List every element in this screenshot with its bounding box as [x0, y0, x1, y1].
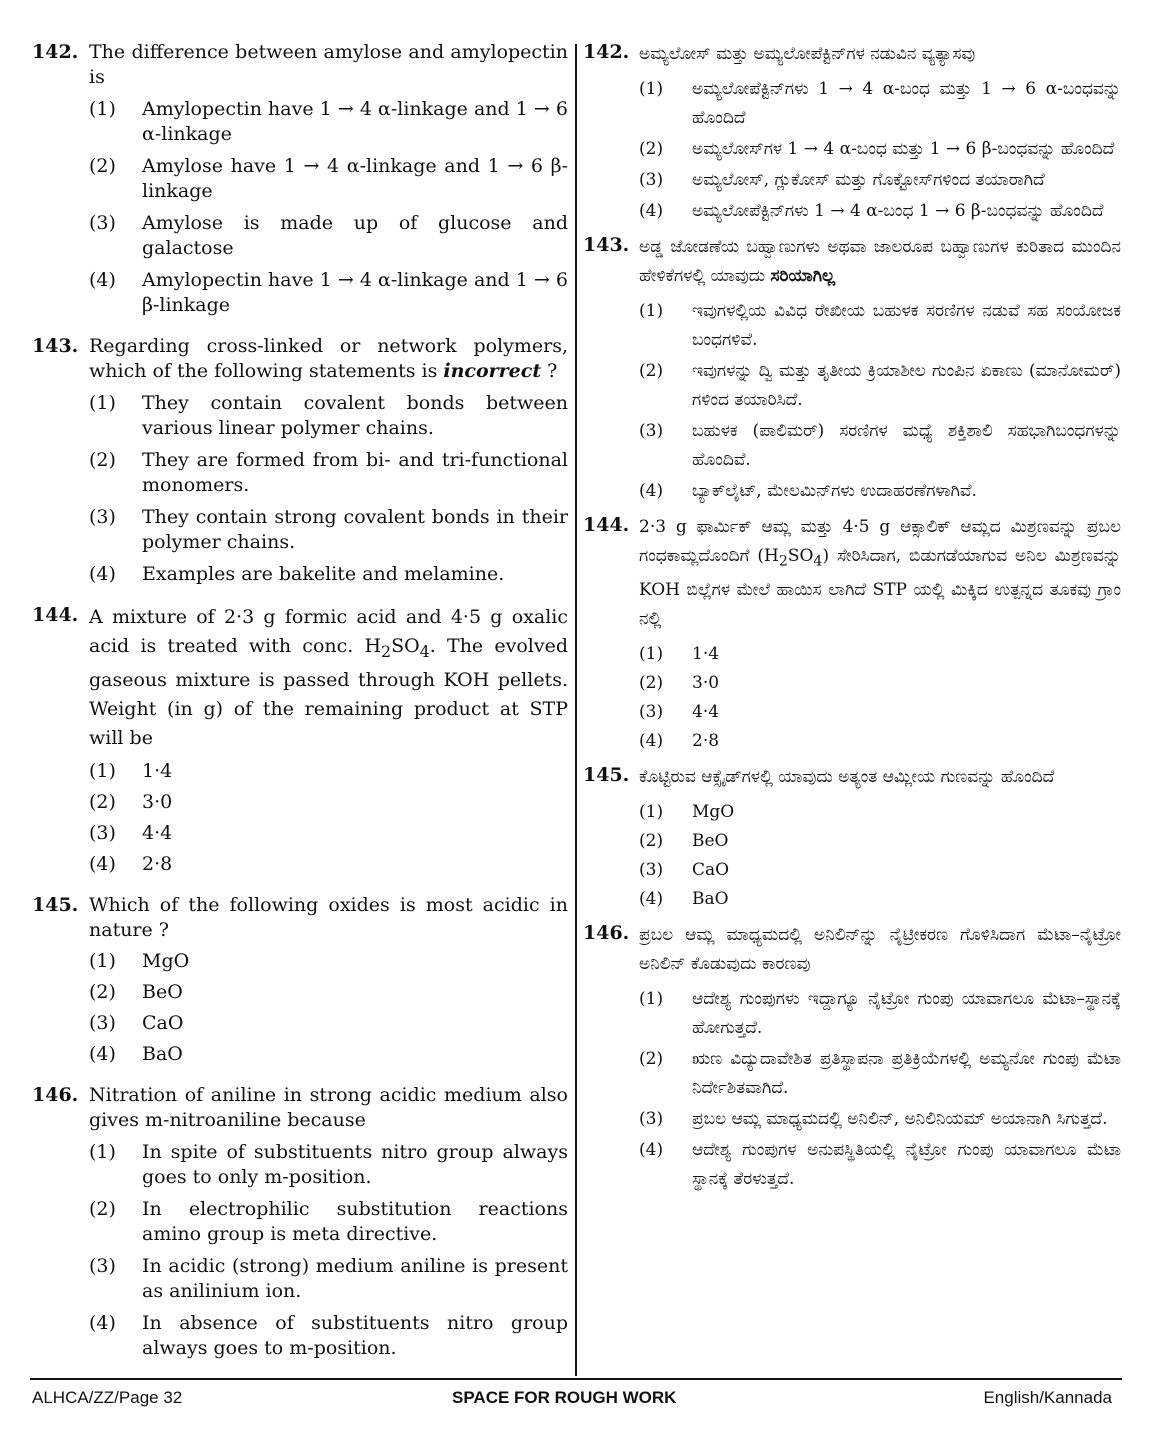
kannada-column	[583, 40, 1121, 1201]
option-number: (3)	[89, 821, 116, 844]
option-text: In acidic (strong) medium aniline is present as anilinium ion.	[142, 1254, 568, 1302]
option-number: (1)	[639, 644, 664, 665]
english-column	[32, 40, 568, 1377]
option-text: ಆದೇಶ್ಯ ಗುಂಪುಗಳ ಅನುಪಸ್ಥಿತಿಯಲ್ಲಿ ನೈಟ್ರೋ ಗುಂಪು ಯಾವಾಗಲೂ ಮೆಟಾ ಸ್ಥಾನಕ್ಕೆ ತೆರಳುತ್ತದೆ.	[692, 1140, 1121, 1190]
stem-text: . The evolved gaseous mixture is passed through KOH pellets. Weight (in g) of the remaining product at STP will be	[89, 635, 568, 749]
question-stem	[639, 513, 1121, 634]
option-number: (3)	[639, 170, 664, 190]
option-text: ಪ್ರಬಲ ಆಮ್ಲ ಮಾಧ್ಯಮದಲ್ಲಿ ಅನಿಲಿನ್, ಅನಿಲಿನಿಯಮ್ ಅಯಾನಾಗಿ ಸಿಗುತ್ತದೆ.	[692, 1109, 1108, 1130]
option-text: 4·4	[692, 702, 720, 723]
option-number: (3)	[639, 421, 664, 441]
subscript: 2	[381, 641, 392, 661]
option-number: (4)	[639, 731, 664, 752]
question-number: 142.	[32, 41, 79, 63]
question-number: 145.	[32, 893, 79, 916]
option-number: (2)	[639, 361, 664, 381]
option-number: (2)	[89, 790, 116, 813]
option-3	[89, 821, 568, 846]
option-number: (3)	[639, 1109, 664, 1130]
option-text: In electrophilic substitution reactions amino group is meta directive.	[142, 1197, 568, 1245]
option-number: (2)	[639, 139, 664, 159]
stem-text: ) ಸೇರಿಸಿದಾಗ, ಬಿಡುಗಡೆಯಾಗುವ ಅನಿಲ ಮಿಶ್ರಣವನ್ನು KOH ಬಿಲ್ಲೆಗಳ ಮೇಲೆ ಹಾಯಿಸ ಲಾಗಿದೆ STP ಯಲ್ಲಿ ಮಿಕ್ಕಿದ ಉತ್ಪನ್ನದ ತೂಕವು ಗ್ರಾಂ ನಲ್ಲಿ	[639, 546, 1121, 630]
option-3	[639, 417, 1121, 475]
option-text: 3·0	[692, 673, 720, 694]
option-1	[639, 798, 1121, 827]
stem-text: 2·3 g ಫಾರ್ಮಿಕ್ ಆಮ್ಲ ಮತ್ತು 4·5 g ಆಕ್ಸಾಲಿಕ್ ಆಮ್ಲದ ಮಿಶ್ರಣವನ್ನು ಪ್ರಬಲ ಗಂಧಕಾಮ್ಲದೊಂದಿಗೆ (H	[639, 517, 1121, 566]
question-number: 143.	[32, 335, 79, 357]
option-4	[89, 852, 568, 877]
subscript: 4	[419, 641, 430, 661]
option-number: (4)	[89, 852, 116, 875]
option-text: BaO	[142, 1042, 183, 1065]
option-4	[89, 1042, 568, 1067]
question-144-kn	[583, 513, 1121, 756]
option-text: In absence of substituents nitro group always goes to m-position.	[142, 1311, 568, 1359]
option-number: (4)	[639, 201, 664, 221]
option-text: They are formed from bi- and tri-functional monomers.	[142, 449, 568, 496]
question-stem: Nitration of aniline in strong acidic medium also gives m-nitroaniline because	[89, 1083, 568, 1131]
question-146-en	[32, 1083, 568, 1361]
option-text: BaO	[692, 889, 729, 910]
option-2	[639, 827, 1121, 856]
option-number: (1)	[639, 989, 664, 1010]
option-number: (2)	[89, 449, 116, 471]
subscript: 2	[778, 553, 788, 570]
page-code: ALHCA/ZZ/Page 32	[32, 1388, 183, 1407]
option-text: ಅಮ್ಯಲೋಪೆಕ್ಟಿನ್‌ಗಳು 1 → 4 α-ಬಂಧ ಮತ್ತು 1 → 6 α-ಬಂಧವನ್ನು ಹೊಂದಿದೆ	[692, 79, 1121, 128]
option-number: (4)	[89, 563, 116, 585]
option-text: Amylopectin have 1 → 4 α-linkage and 1 → 6 α-linkage	[142, 98, 568, 145]
option-number: (3)	[89, 1254, 116, 1277]
option-1	[639, 640, 1121, 669]
question-143-en	[32, 334, 568, 587]
option-2	[89, 448, 568, 498]
option-2	[639, 357, 1121, 415]
option-4	[639, 477, 1121, 506]
option-4	[639, 1136, 1121, 1194]
option-4	[89, 1311, 568, 1361]
option-text: They contain covalent bonds between various linear polymer chains.	[142, 392, 568, 439]
option-2	[639, 135, 1121, 164]
option-3	[89, 505, 568, 555]
option-number: (2)	[89, 155, 116, 177]
option-text: CaO	[142, 1011, 184, 1034]
option-1	[639, 985, 1121, 1043]
question-146-kn	[583, 921, 1121, 1194]
option-text: MgO	[142, 949, 190, 972]
option-text: BeO	[142, 980, 183, 1003]
question-stem	[639, 233, 1121, 291]
option-text: 2·8	[692, 731, 720, 752]
question-stem: ಅಮ್ಯಲೋಸ್ ಮತ್ತು ಅಮ್ಯಲೋಪೆಕ್ಟಿನ್‌ಗಳ ನಡುವಿನ ವ್ಯತ್ಯಾಸವು	[639, 44, 976, 64]
option-text: They contain strong covalent bonds in their polymer chains.	[142, 506, 568, 553]
option-2	[89, 790, 568, 815]
option-number: (1)	[89, 392, 116, 414]
option-3	[89, 1011, 568, 1036]
question-number: 143.	[583, 234, 630, 256]
option-number: (2)	[639, 831, 664, 852]
option-number: (2)	[639, 1049, 664, 1070]
stem-text: SO	[391, 635, 420, 657]
option-3	[639, 856, 1121, 885]
option-text: BeO	[692, 831, 729, 852]
option-number: (4)	[639, 1140, 664, 1161]
stem-text-end: ?	[541, 360, 558, 382]
option-number: (2)	[89, 980, 116, 1003]
option-2	[89, 980, 568, 1005]
question-stem: ಪ್ರಬಲ ಆಮ್ಲ ಮಾಧ್ಯಮದಲ್ಲಿ ಅನಿಲಿನ್‌ನ್ನು ನೈಟ್ರೀಕರಣ ಗೊಳಿಸಿದಾಗ ಮೆಟಾ–ನೈಟ್ರೋ ಅನಿಲಿನ್ ಕೊಡುವುದು ಕಾರಣವು	[639, 925, 1121, 975]
option-number: (1)	[639, 802, 664, 823]
question-number: 145.	[583, 764, 630, 787]
option-text: 4·4	[142, 821, 173, 844]
question-142-kn	[583, 40, 1121, 226]
question-stem: Which of the following oxides is most acidic in nature ?	[89, 893, 568, 941]
option-number: (1)	[89, 759, 116, 782]
option-1	[639, 75, 1121, 133]
option-text: ಬ್ಯಾಕ್‌ಲೈಟ್, ಮೇಲಮಿನ್‌ಗಳು ಉದಾಹರಣೆಗಳಾಗಿವೆ.	[692, 481, 977, 501]
option-text: 1·4	[142, 759, 173, 782]
option-number: (4)	[89, 269, 116, 291]
column-divider	[575, 44, 577, 1376]
footer-rule	[30, 1378, 1122, 1380]
option-number: (2)	[639, 673, 664, 694]
subscript: 4	[813, 553, 823, 570]
question-number: 144.	[32, 604, 79, 626]
option-number: (1)	[639, 79, 664, 99]
option-1	[89, 391, 568, 441]
option-text: In spite of substituents nitro group always goes to only m-position.	[142, 1140, 568, 1188]
option-number: (1)	[89, 98, 116, 120]
option-text: 2·8	[142, 852, 173, 875]
option-4	[639, 197, 1121, 226]
stem-emphasis: incorrect	[443, 360, 542, 382]
option-text: ಇವುಗಳನ್ನು ದ್ವಿ ಮತ್ತು ತೃತೀಯ ಕ್ರಿಯಾಶೀಲ ಗುಂಪಿನ ಏಕಾಣು (ಮಾನೋಮರ್) ಗಳಿಂದ ತಯಾರಿಸಿದೆ.	[692, 361, 1121, 410]
option-3	[639, 698, 1121, 727]
option-text: CaO	[692, 860, 730, 881]
option-text: ಅಮ್ಯಲೋಸ್, ಗ್ಲುಕೋಸ್ ಮತ್ತು ಗೊಕ್ಟೋಸ್‌ಗಳಿಂದ ತಯಾರಾಗಿದೆ	[692, 170, 1045, 190]
option-number: (1)	[89, 949, 116, 972]
option-3	[639, 166, 1121, 195]
option-2	[639, 1045, 1121, 1103]
question-stem: The difference between amylose and amylopectin is	[89, 41, 568, 88]
language-label: English/Kannada	[983, 1388, 1112, 1407]
page-footer	[32, 1388, 1112, 1418]
question-number: 144.	[583, 514, 630, 536]
question-143-kn	[583, 233, 1121, 506]
option-1	[89, 949, 568, 974]
question-number: 142.	[583, 41, 630, 63]
option-number: (4)	[639, 889, 664, 910]
stem-text: A mixture of 2·3 g formic acid and 4·5 g oxalic acid is treated with conc. H	[89, 606, 568, 657]
option-1	[639, 297, 1121, 355]
stem-emphasis: ಸರಿಯಾಗಿಲ್ಲ	[770, 266, 836, 286]
question-stem: ಕೊಟ್ಟಿರುವ ಆಕ್ಸೈಡ್‌ಗಳಲ್ಲಿ ಯಾವುದು ಅತ್ಯಂತ ಆಮ್ಲೀಯ ಗುಣವನ್ನು ಹೊಂದಿದೆ	[639, 767, 1055, 788]
option-4	[639, 885, 1121, 914]
option-text: ಅಮ್ಯಲೋಪೆಕ್ಟಿನ್‌ಗಳು 1 → 4 α-ಬಂಧ 1 → 6 β-ಬಂಧವನ್ನು ಹೊಂದಿದೆ	[692, 201, 1104, 221]
question-145-kn	[583, 763, 1121, 914]
stem-text: SO	[787, 546, 814, 566]
question-145-en	[32, 893, 568, 1067]
option-number: (3)	[89, 212, 116, 234]
question-stem	[89, 603, 568, 753]
option-4	[89, 268, 568, 318]
option-text: ಬಹುಳಕ (ಪಾಲಿಮರ್) ಸರಣಿಗಳ ಮಧ್ಯೆ ಶಕ್ತಿಶಾಲಿ ಸಹಭಾಗಿಬಂಧಗಳನ್ನು ಹೊಂದಿವೆ.	[692, 421, 1121, 470]
option-text: ಆದೇಶ್ಯ ಗುಂಪುಗಳು ಇದ್ದಾಗ್ಯೂ ನೈಟ್ರೋ ಗುಂಪು ಯಾವಾಗಲೂ ಮೆಟಾ–ಸ್ಥಾನಕ್ಕೆ ಹೋಗುತ್ತದೆ.	[692, 989, 1121, 1039]
option-number: (4)	[639, 481, 664, 501]
option-2	[89, 1197, 568, 1247]
rough-work-label: SPACE FOR ROUGH WORK	[452, 1388, 677, 1407]
option-text: ಅಮ್ಯಲೋಸ್‌ಗಳ 1 → 4 α-ಬಂಧ ಮತ್ತು 1 → 6 β-ಬಂಧವನ್ನು ಹೊಂದಿದೆ	[692, 139, 1115, 159]
option-1	[89, 1140, 568, 1190]
option-number: (3)	[639, 702, 664, 723]
question-stem	[89, 334, 568, 384]
option-1	[89, 97, 568, 147]
option-text: ಋಣ ವಿದ್ಯುದಾವೇಶಿತ ಪ್ರತಿಸ್ಥಾಪನಾ ಪ್ರತಿಕ್ರಿಯೆಗಳಲ್ಲಿ ಅಮ್ಯನೋ ಗುಂಪು ಮೆಟಾ ನಿರ್ದೇಶಿತವಾಗಿದೆ.	[692, 1049, 1121, 1099]
option-text: Amylose is made up of glucose and galactose	[142, 212, 568, 259]
option-number: (2)	[89, 1197, 116, 1220]
option-4	[639, 727, 1121, 756]
question-142-en	[32, 40, 568, 318]
question-number: 146.	[583, 922, 630, 945]
option-2	[89, 154, 568, 204]
stem-text: ಅಡ್ಡ ಜೋಡಣೆಯ ಬಹ್ವಾಣುಗಳು ಅಥವಾ ಜಾಲರೂಪ ಬಹ್ವಾಣುಗಳ ಕುರಿತಾದ ಮುಂದಿನ ಹೇಳಿಕೆಗಳಲ್ಲಿ ಯಾವುದು	[639, 237, 1121, 286]
option-number: (4)	[89, 1042, 116, 1065]
option-3	[89, 1254, 568, 1304]
option-number: (1)	[639, 301, 664, 321]
question-number: 146.	[32, 1083, 79, 1106]
option-text: Examples are bakelite and melamine.	[142, 563, 505, 585]
stem-text: Regarding cross-linked or network polymers, which of the following statements is	[89, 335, 568, 382]
option-text: Amylose have 1 → 4 α-linkage and 1 → 6 β-linkage	[142, 155, 568, 202]
option-text: ಇವುಗಳಲ್ಲಿಯ ವಿವಿಧ ರೇಖೀಯ ಬಹುಳಕ ಸರಣಿಗಳ ನಡುವೆ ಸಹ ಸಂಯೋಜಕ ಬಂಧಗಳಿವೆ.	[692, 301, 1121, 350]
option-3	[89, 211, 568, 261]
option-text: 1·4	[692, 644, 720, 665]
question-144-en	[32, 603, 568, 877]
option-3	[639, 1105, 1121, 1134]
option-text: MgO	[692, 802, 735, 823]
option-text: Amylopectin have 1 → 4 α-linkage and 1 → 6 β-linkage	[142, 269, 568, 316]
option-number: (4)	[89, 1311, 116, 1334]
option-number: (3)	[89, 1011, 116, 1034]
option-4	[89, 562, 568, 587]
option-number: (3)	[639, 860, 664, 881]
option-number: (3)	[89, 506, 116, 528]
option-1	[89, 759, 568, 784]
option-2	[639, 669, 1121, 698]
option-number: (1)	[89, 1140, 116, 1163]
option-text: 3·0	[142, 790, 173, 813]
